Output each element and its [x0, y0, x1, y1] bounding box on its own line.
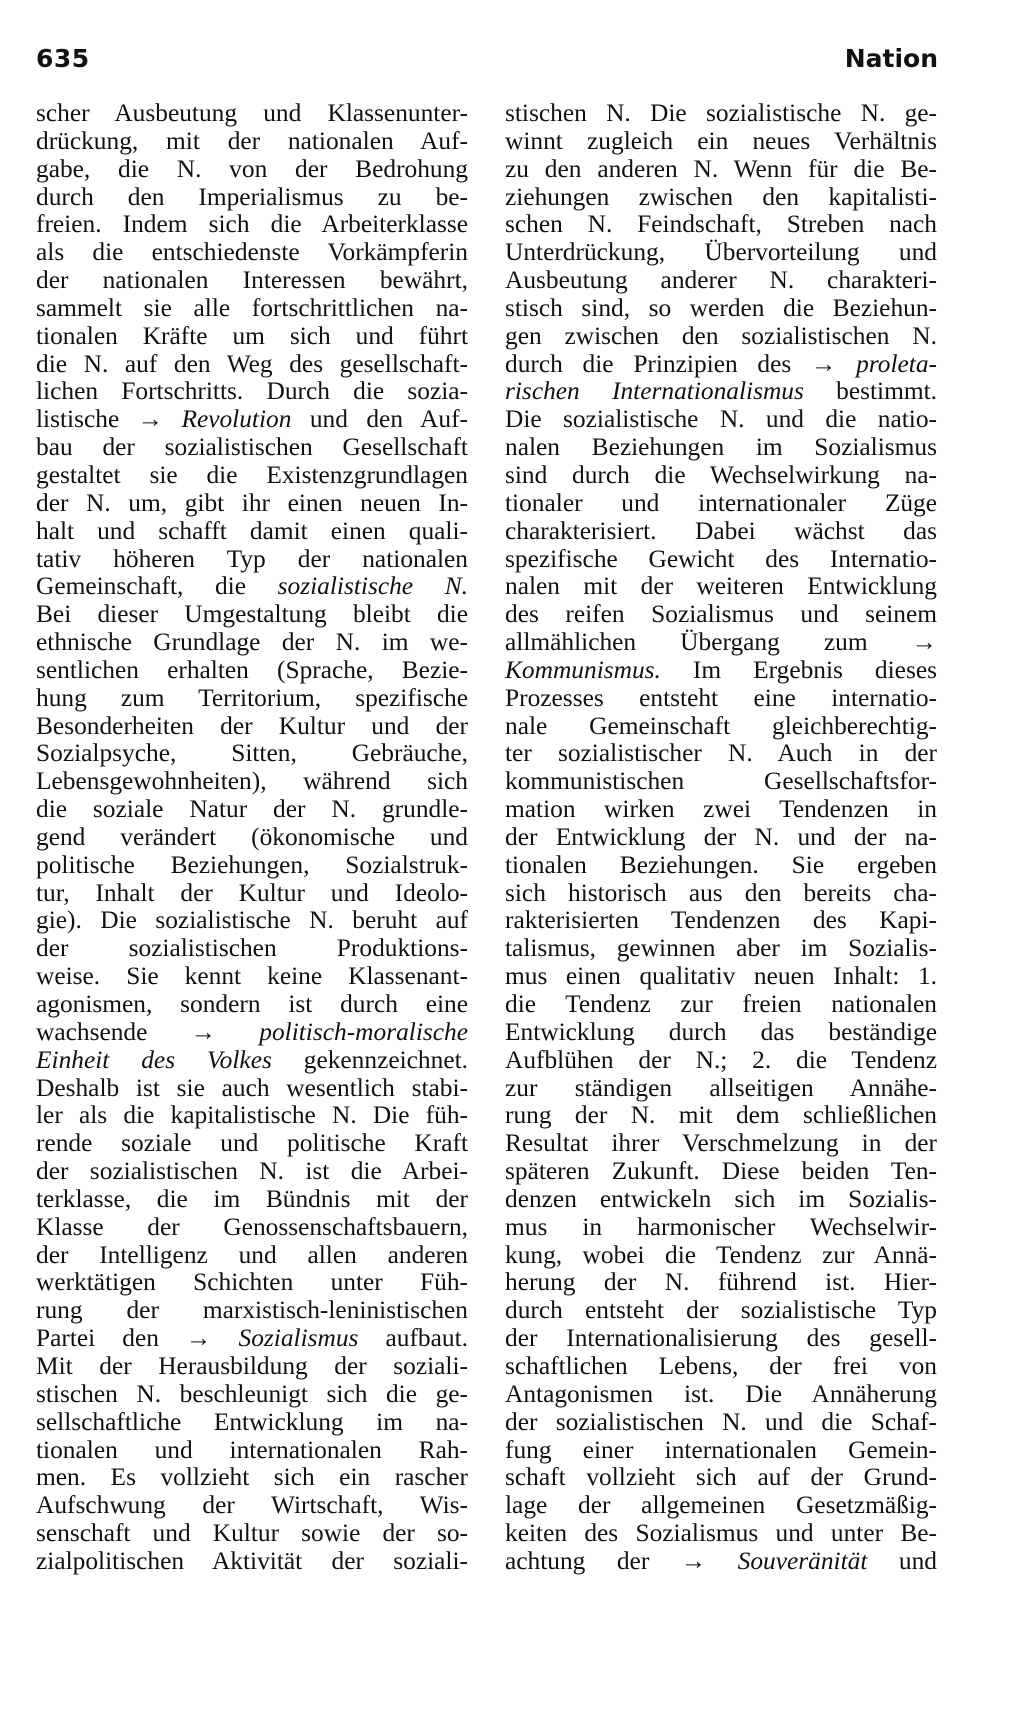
text-line — [505, 1214, 937, 1242]
text-line — [36, 1520, 468, 1548]
text-segment: senschaft und Kultur sowie der so- — [36, 1519, 468, 1548]
text-segment: halt und schafft damit einen quali- — [36, 516, 468, 545]
text-line — [505, 267, 937, 295]
text-segment: rung der N. mit dem schließlichen — [505, 1101, 937, 1130]
text-line — [36, 184, 468, 212]
text-line — [505, 1381, 937, 1409]
text-segment: talismus, gewinnen aber im Sozialis- — [505, 934, 937, 963]
text-segment: Gemeinschaft, die — [36, 572, 278, 601]
text-line — [36, 1353, 468, 1381]
text-segment: charakterisiert. Dabei wächst das — [505, 516, 937, 545]
text-line — [36, 1269, 468, 1297]
text-line — [36, 490, 468, 518]
text-line — [36, 1130, 468, 1158]
text-segment: fung einer internationalen Gemein- — [505, 1435, 937, 1464]
text-segment: durch die Prinzipien des → — [505, 349, 857, 378]
text-line — [505, 239, 937, 267]
text-line — [505, 351, 937, 379]
text-line — [36, 323, 468, 351]
text-segment: tionaler und internationaler Züge — [505, 488, 937, 517]
text-line — [36, 128, 468, 156]
text-line — [36, 1158, 468, 1186]
text-line — [36, 963, 468, 991]
text-line — [505, 1409, 937, 1437]
text-line — [36, 1325, 468, 1353]
text-line — [505, 1075, 937, 1103]
running-head: Nation — [844, 44, 938, 73]
text-line — [505, 1186, 937, 1214]
text-line — [36, 991, 468, 1019]
text-line — [505, 323, 937, 351]
text-line — [36, 768, 468, 796]
text-segment: men. Es vollzieht sich ein rascher — [36, 1463, 468, 1492]
text-line — [505, 406, 937, 434]
text-line — [505, 1269, 937, 1297]
text-segment: tionalen Kräfte um sich und führt — [36, 321, 468, 350]
text-segment: werktätigen Schichten unter Füh- — [36, 1268, 468, 1297]
text-line — [505, 1102, 937, 1130]
text-segment: bau der sozialistischen Gesellschaft — [36, 433, 468, 462]
text-segment: der sozialistischen Produktions- — [36, 934, 468, 963]
text-segment: der Intelligenz und allen anderen — [36, 1240, 468, 1269]
text-line — [505, 156, 937, 184]
text-segment: gestaltet sie die Existenzgrundlagen — [36, 460, 468, 489]
text-segment: sellschaftliche Entwicklung im na- — [36, 1407, 468, 1436]
text-segment: schaft vollzieht sich auf der Grund- — [505, 1463, 937, 1492]
text-line — [505, 852, 937, 880]
text-segment: achtung der → — [505, 1546, 738, 1575]
text-line — [36, 796, 468, 824]
text-line — [505, 657, 937, 685]
text-line — [36, 713, 468, 741]
text-column-left — [36, 100, 468, 1576]
text-segment: schaftlichen Lebens, der frei von — [505, 1351, 937, 1380]
text-line — [505, 685, 937, 713]
text-line — [36, 601, 468, 629]
text-line — [505, 1464, 937, 1492]
text-line — [505, 295, 937, 323]
text-line — [36, 629, 468, 657]
text-segment: Entwicklung durch das beständige — [505, 1017, 937, 1046]
text-segment: als die entschiedenste Vorkämpferin — [36, 238, 468, 267]
text-line — [505, 1158, 937, 1186]
text-line — [505, 768, 937, 796]
text-segment: der Entwicklung der N. und der na- — [505, 822, 937, 851]
text-segment: tur, Inhalt der Kultur und Ideolo- — [36, 878, 468, 907]
text-line — [505, 1520, 937, 1548]
text-segment: lichen Fortschritts. Durch die sozia- — [36, 377, 468, 406]
italic-term: Souveränität — [737, 1546, 868, 1575]
text-segment: Klasse der Genossenschaftsbauern, — [36, 1212, 468, 1241]
text-segment: ter sozialistischer N. Auch in der — [505, 739, 937, 768]
text-segment: der Internationalisierung des gesell- — [505, 1324, 937, 1353]
text-line — [36, 935, 468, 963]
italic-term: Einheit des Volkes — [36, 1045, 272, 1074]
italic-term: proleta- — [856, 349, 937, 378]
text-line — [36, 1214, 468, 1242]
text-line — [505, 434, 937, 462]
text-segment: Sozialpsyche, Sitten, Gebräuche, — [36, 739, 468, 768]
text-segment: Unterdrückung, Übervorteilung und — [505, 238, 937, 267]
text-line — [505, 1437, 937, 1465]
text-line — [36, 156, 468, 184]
text-segment: stischen N. beschleunigt sich die ge- — [36, 1379, 468, 1408]
italic-term: sozialistische N. — [277, 572, 468, 601]
text-segment: wachsende → — [36, 1017, 260, 1046]
text-segment: Deshalb ist sie auch wesentlich stabi- — [36, 1073, 468, 1102]
text-line — [36, 1075, 468, 1103]
text-segment: Aufblühen der N.; 2. die Tendenz — [505, 1045, 937, 1074]
text-segment: der sozialistischen N. ist die Arbei- — [36, 1157, 468, 1186]
text-segment: stisch sind, so werden die Beziehun- — [505, 293, 937, 322]
text-line — [36, 573, 468, 601]
text-segment: und — [867, 1546, 937, 1575]
text-segment: rakterisierten Tendenzen des Kapi- — [505, 906, 937, 935]
text-line — [36, 239, 468, 267]
italic-term: politisch-moralische — [259, 1017, 468, 1046]
text-line — [36, 852, 468, 880]
italic-term: Sozialismus — [238, 1324, 359, 1353]
text-segment: die Tendenz zur freien nationalen — [505, 990, 937, 1018]
text-line — [36, 1047, 468, 1075]
text-line — [36, 824, 468, 852]
text-segment: ethnische Grundlage der N. im we- — [36, 628, 468, 657]
text-line — [36, 378, 468, 406]
text-segment: Bei dieser Umgestaltung bleibt die — [36, 600, 468, 629]
text-line — [36, 1297, 468, 1325]
page-number: 635 — [36, 44, 90, 73]
text-segment: Aufschwung der Wirtschaft, Wis- — [36, 1491, 468, 1520]
text-segment: lage der allgemeinen Gesetzmäßig- — [505, 1491, 937, 1520]
text-line — [505, 1325, 937, 1353]
text-line — [36, 1186, 468, 1214]
text-line — [505, 1492, 937, 1520]
text-line — [36, 100, 468, 128]
text-line — [505, 128, 937, 156]
text-segment: späteren Zukunft. Diese beiden Ten- — [505, 1157, 937, 1186]
text-line — [36, 907, 468, 935]
text-segment: schen N. Feindschaft, Streben nach — [505, 210, 937, 239]
text-segment: keiten des Sozialismus und unter Be- — [505, 1519, 937, 1548]
text-segment: die soziale Natur der N. grundle- — [36, 795, 468, 824]
text-segment: listische → — [36, 405, 182, 434]
text-segment: die N. auf den Weg des gesellschaft- — [36, 349, 468, 378]
text-segment: zialpolitischen Aktivität der soziali- — [36, 1546, 468, 1575]
text-segment: agonismen, sondern ist durch eine — [36, 990, 468, 1018]
text-segment: und den Auf- — [291, 405, 468, 434]
text-segment: tativ höheren Typ der nationalen — [36, 544, 468, 573]
text-line — [36, 267, 468, 295]
text-line — [36, 1409, 468, 1437]
text-line — [36, 518, 468, 546]
text-segment: nalen mit der weiteren Entwicklung — [505, 572, 937, 601]
text-segment: Im Ergebnis dieses — [660, 655, 937, 684]
text-line — [505, 1047, 937, 1075]
text-segment: sentlichen erhalten (Sprache, Bezie- — [36, 655, 468, 684]
text-line — [36, 211, 468, 239]
text-segment: Mit der Herausbildung der soziali- — [36, 1351, 468, 1380]
text-line — [36, 740, 468, 768]
text-segment: bestimmt. — [803, 377, 937, 406]
text-line — [505, 740, 937, 768]
text-segment: durch entsteht der sozialistische Typ — [505, 1296, 937, 1325]
text-segment: nale Gemeinschaft gleichberechtig- — [505, 711, 937, 740]
text-column-right — [505, 100, 937, 1576]
text-segment: rung der marxistisch-leninistischen — [36, 1296, 468, 1325]
text-segment: sind durch die Wechselwirkung na- — [505, 460, 937, 489]
text-segment: zur ständigen allseitigen Annähe- — [505, 1073, 937, 1102]
text-segment: aufbaut. — [358, 1324, 468, 1353]
text-line — [36, 295, 468, 323]
text-line — [36, 1242, 468, 1270]
text-segment: kung, wobei die Tendenz zur Annä- — [505, 1240, 937, 1269]
text-line — [505, 462, 937, 490]
text-segment: rende soziale und politische Kraft — [36, 1129, 468, 1158]
text-segment: kommunistischen Gesellschaftsfor- — [505, 767, 937, 796]
text-line — [505, 629, 937, 657]
text-line — [36, 1381, 468, 1409]
text-segment: gekennzeichnet. — [271, 1045, 468, 1074]
text-line — [505, 880, 937, 908]
text-segment: mation wirken zwei Tendenzen in — [505, 795, 937, 824]
text-line — [505, 991, 937, 1019]
text-line — [36, 657, 468, 685]
text-segment: gen zwischen den sozialistischen N. — [505, 321, 937, 350]
text-line — [505, 184, 937, 212]
text-segment: allmählichen Übergang zum → — [505, 628, 937, 657]
text-segment: winnt zugleich ein neues Verhältnis — [505, 126, 937, 155]
text-segment: drückung, mit der nationalen Auf- — [36, 126, 468, 155]
text-segment: der nationalen Interessen bewährt, — [36, 266, 468, 295]
text-segment: Die sozialistische N. und die natio- — [505, 405, 937, 434]
text-segment: gend verändert (ökonomische und — [36, 822, 468, 851]
text-segment: Ausbeutung anderer N. charakteri- — [505, 266, 937, 295]
text-line — [505, 546, 937, 574]
text-segment: gie). Die sozialistische N. beruht auf — [36, 906, 468, 935]
text-segment: Besonderheiten der Kultur und der — [36, 711, 468, 740]
text-segment: Antagonismen ist. Die Annäherung — [505, 1379, 937, 1408]
text-line — [505, 935, 937, 963]
text-segment: zu den anderen N. Wenn für die Be- — [505, 154, 937, 183]
text-segment: hung zum Territorium, spezifische — [36, 683, 468, 712]
text-line — [505, 601, 937, 629]
text-line — [36, 1464, 468, 1492]
text-line — [36, 1492, 468, 1520]
text-line — [36, 406, 468, 434]
text-line — [36, 685, 468, 713]
text-segment: politische Beziehungen, Sozialstruk- — [36, 850, 468, 879]
text-segment: stischen N. Die sozialistische N. ge- — [505, 99, 937, 127]
text-line — [505, 1130, 937, 1158]
text-line — [36, 351, 468, 379]
text-line — [36, 546, 468, 574]
text-line — [505, 100, 937, 128]
text-line — [505, 1297, 937, 1325]
text-segment: spezifische Gewicht des Internatio- — [505, 544, 937, 573]
text-segment: tionalen und internationalen Rah- — [36, 1435, 468, 1464]
text-segment: durch den Imperialismus zu be- — [36, 182, 468, 211]
text-segment: der N. um, gibt ihr einen neuen In- — [36, 488, 468, 517]
italic-term: Kommunismus. — [505, 655, 661, 684]
text-line — [505, 963, 937, 991]
text-segment: terklasse, die im Bündnis mit der — [36, 1184, 468, 1213]
text-segment: sammelt sie alle fortschrittlichen na- — [36, 293, 468, 322]
text-line — [505, 796, 937, 824]
text-segment: denzen entwickeln sich im Sozialis- — [505, 1184, 937, 1213]
text-segment: herung der N. führend ist. Hier- — [505, 1268, 937, 1297]
text-line — [505, 824, 937, 852]
text-line — [505, 1353, 937, 1381]
text-line — [505, 1019, 937, 1047]
text-line — [505, 713, 937, 741]
text-line — [36, 1019, 468, 1047]
text-segment: freien. Indem sich die Arbeiterklasse — [36, 210, 468, 239]
text-segment: mus einen qualitativ neuen Inhalt: 1. — [505, 962, 937, 991]
text-line — [36, 434, 468, 462]
text-line — [505, 490, 937, 518]
text-segment: ziehungen zwischen den kapitalisti- — [505, 182, 937, 211]
text-segment: gabe, die N. von der Bedrohung — [36, 154, 468, 183]
text-segment: der sozialistischen N. und die Schaf- — [505, 1407, 937, 1436]
text-line — [505, 1548, 937, 1576]
italic-term: Revolution — [181, 405, 292, 434]
text-line — [505, 378, 937, 406]
text-segment: nalen Beziehungen im Sozialismus — [505, 433, 937, 462]
text-segment: weise. Sie kennt keine Klassenant- — [36, 962, 468, 991]
text-segment: Resultat ihrer Verschmelzung in der — [505, 1129, 937, 1158]
text-line — [505, 573, 937, 601]
text-segment: Partei den → — [36, 1324, 239, 1353]
text-segment: Lebensgewohnheiten), während sich — [36, 767, 468, 796]
text-line — [36, 880, 468, 908]
text-segment: sich historisch aus den bereits cha- — [505, 878, 937, 907]
text-line — [505, 211, 937, 239]
text-segment: mus in harmonischer Wechselwir- — [505, 1212, 937, 1241]
text-line — [36, 1102, 468, 1130]
text-line — [505, 907, 937, 935]
text-line — [505, 518, 937, 546]
text-line — [505, 1242, 937, 1270]
text-segment: ler als die kapitalistische N. Die füh- — [36, 1101, 468, 1130]
text-line — [36, 462, 468, 490]
text-line — [36, 1437, 468, 1465]
italic-term: rischen Internationalismus — [505, 377, 804, 406]
text-segment: Prozesses entsteht eine internatio- — [505, 683, 937, 712]
text-segment: scher Ausbeutung und Klassenunter- — [36, 99, 468, 127]
text-line — [36, 1548, 468, 1576]
text-segment: tionalen Beziehungen. Sie ergeben — [505, 850, 937, 879]
text-segment: des reifen Sozialismus und seinem — [505, 600, 937, 629]
